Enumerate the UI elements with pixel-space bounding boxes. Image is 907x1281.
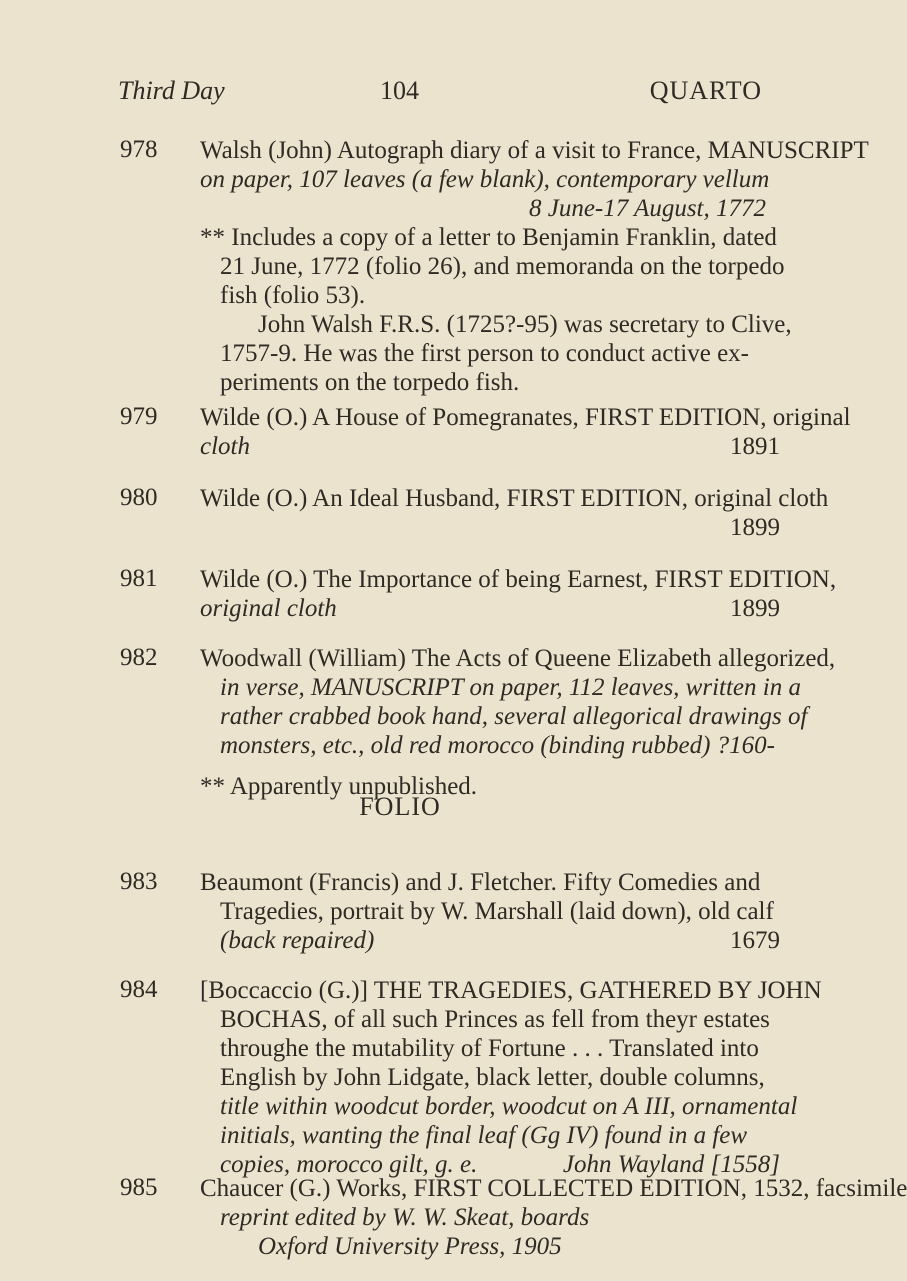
lot-line: [200, 594, 780, 623]
lot-number: 984: [120, 976, 158, 1003]
lot-line: throughe the mutability of Fortune . . . Translated into: [220, 1035, 759, 1062]
lot-binding: (back repaired): [220, 927, 375, 954]
lot-number: 981: [120, 565, 158, 592]
lot-line: [200, 432, 780, 461]
lot-line: 1757-9. He was the first person to conduct active ex-: [220, 340, 750, 367]
lot-number: 985: [120, 1174, 158, 1201]
lot-line: Wilde (O.) The Importance of being Earnest, FIRST EDITION,: [200, 566, 837, 593]
lot-line: John Walsh F.R.S. (1725?-95) was secretary to Clive,: [258, 311, 792, 338]
lot-line: English by John Lidgate, black letter, double columns,: [220, 1064, 765, 1091]
lot-number: 983: [120, 868, 158, 895]
lot-date: 8 June-17 August, 1772: [528, 195, 766, 222]
lot-description: [200, 1174, 907, 1261]
lot-description: [200, 565, 837, 623]
running-head-left: Third Day: [118, 76, 225, 105]
lot-line: title within woodcut border, woodcut on A III, ornamental: [220, 1093, 798, 1120]
section-heading: FOLIO: [359, 792, 441, 821]
lot-imprint: Oxford University Press, 1905: [258, 1233, 562, 1260]
lot-line: [Boccaccio (G.)] THE TRAGEDIES, GATHERED BY JOHN: [200, 977, 822, 1004]
lot-line: Wilde (O.) An Ideal Husband, FIRST EDITION, original cloth: [200, 485, 829, 512]
lot-binding: cloth: [200, 433, 250, 460]
lot-number: 980: [120, 484, 158, 511]
lot-line: Walsh (John) Autograph diary of a visit to France, MANUSCRIPT: [200, 137, 869, 164]
lot-line: initials, wanting the final leaf (Gg IV) found in a few: [220, 1122, 748, 1149]
lot-line: rather crabbed book hand, several allegorical drawings of: [220, 703, 808, 730]
lot-date: 1679: [730, 927, 780, 954]
lot-line: BOCHAS, of all such Princes as fell from theyr estates: [220, 1006, 770, 1033]
lot-line: Chaucer (G.) Works, FIRST COLLECTED EDITION, 1532, facsimile: [200, 1175, 907, 1202]
lot-line: fish (folio 53).: [220, 282, 366, 309]
lot-binding: copies, morocco gilt, g. e.: [220, 1151, 478, 1178]
lot-line: Tragedies, portrait by W. Marshall (laid down), old calf: [220, 898, 774, 925]
lot-description: [200, 403, 851, 461]
lot-line: on paper, 107 leaves (a few blank), contemporary vellum: [200, 166, 770, 193]
lot-description: [200, 644, 836, 801]
lot-binding: original cloth: [200, 595, 337, 622]
lot-number: 982: [120, 644, 158, 671]
page-number: 104: [380, 76, 419, 105]
lot-line: 21 June, 1772 (folio 26), and memoranda on the torpedo: [220, 253, 785, 280]
lot-line: [200, 926, 780, 955]
lot-number: 979: [120, 403, 158, 430]
lot-line: monsters, etc., old red morocco (binding rubbed) ?160-: [220, 732, 776, 759]
lot-line: Woodwall (William) The Acts of Queene Elizabeth allegorized,: [200, 645, 836, 672]
running-head-right: QUARTO: [649, 76, 762, 105]
lot-date: 1891: [730, 433, 780, 460]
lot-description: [200, 868, 780, 955]
lot-date: 1899: [730, 595, 780, 622]
lot-date: 1899: [730, 514, 780, 541]
lot-note: ** Includes a copy of a letter to Benjamin Franklin, dated: [200, 224, 777, 251]
lot-line: Wilde (O.) A House of Pomegranates, FIRST EDITION, original: [200, 404, 851, 431]
lot-imprint: John Wayland [1558]: [562, 1151, 780, 1178]
lot-line: reprint edited by W. W. Skeat, boards: [220, 1204, 590, 1231]
lot-description: [200, 484, 829, 542]
lot-note: ** Apparently unpublished.: [200, 773, 478, 800]
lot-line: periments on the torpedo fish.: [220, 369, 520, 396]
lot-line: in verse, MANUSCRIPT on paper, 112 leaves, written in a: [220, 674, 801, 701]
lot-description: [200, 136, 869, 397]
lot-number: 978: [120, 136, 158, 163]
lot-description: [200, 976, 822, 1179]
lot-line: Beaumont (Francis) and J. Fletcher. Fifty Comedies and: [200, 869, 761, 896]
